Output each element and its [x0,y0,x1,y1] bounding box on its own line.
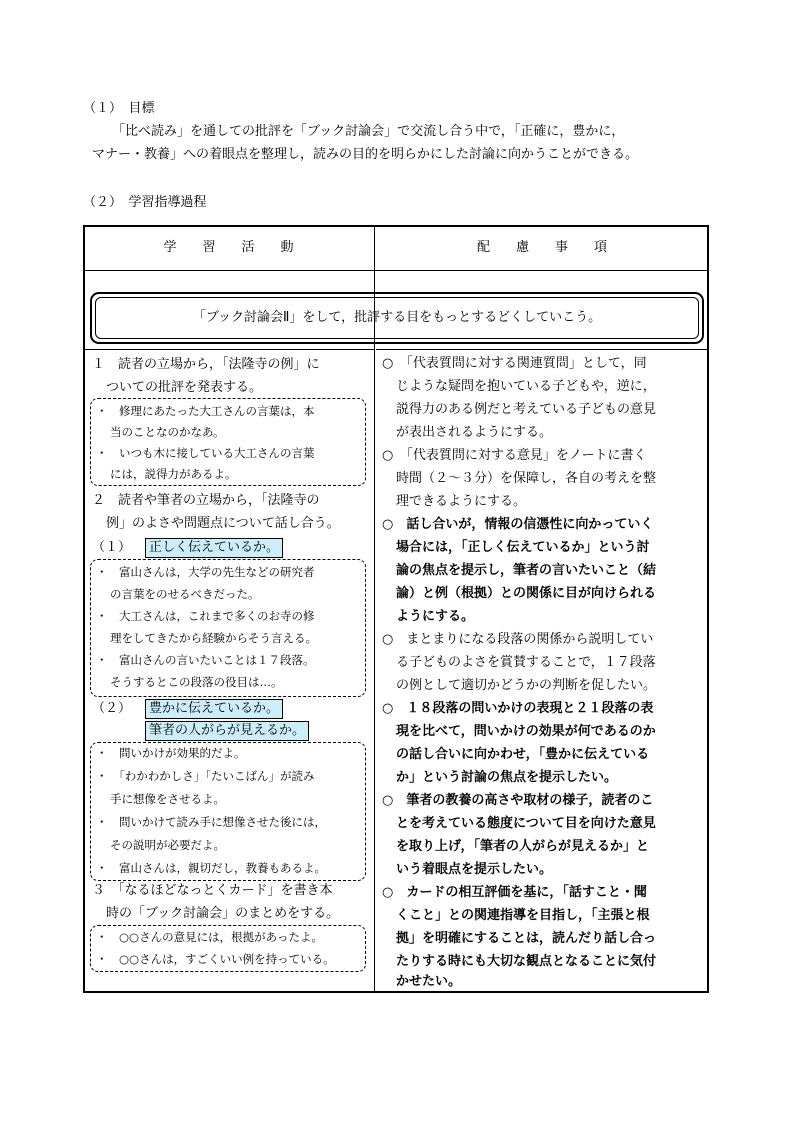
consideration-bold-line: 拠」を明確にすることは，読んだり話し合っ [396,931,657,946]
consideration-line: の例として適切かどうかの判断を促したい。 [396,678,657,693]
box2-line: ・ 富山さんは，大学の先生などの研究者 [96,565,315,579]
consideration-line: ○ 「代表質問に対する意見」をノートに書く [382,448,647,463]
header-divider [83,270,709,271]
box2-line: そうするとこの段落の役目は…。 [110,675,283,689]
box2-line: ・ 大工さんは，これまで多くのお寺の修 [96,609,315,623]
consideration-bold-line: を取り上げ，「筆者の人がらが見えるか」と [396,839,649,854]
activity-2-line2: 例」のよさや問題点について話し合う。 [106,516,340,531]
consideration-bold-line: 論）と例（根拠）との関係に目が向けられる [396,586,657,601]
focus-highlight-richness: 豊かに伝えているか。 [145,699,283,719]
box1-line: ・ いつも木に接している大工さんの言葉 [96,446,315,460]
goal-text-line2: マナー・教養」への着眼点を整理し，読みの目的を明らかにした討論に向かうことができる。 [92,147,639,162]
goal-heading: （１） 目標 [83,101,155,116]
box3-line: ・ 問いかけて読み手に想像させた後には， [96,815,326,829]
focus-highlight-accuracy: 正しく伝えているか。 [145,538,283,558]
box3-line: 手に想像をさせるよ。 [110,792,225,806]
focus-highlight-personality: 筆者の人がらが見えるか。 [145,721,309,741]
box1-line: 当のことなのかなあ。 [110,425,225,439]
box2-line: ・ 富山さんの言いたいことは１７段落。 [96,653,315,667]
column-header-activities: 学 習 活 動 [163,240,294,255]
sub-step-1-number: （１） [92,540,132,555]
box3-line: ・ 富山さんは，親切だし，教養もあるよ。 [96,861,326,875]
sub-step-2-number: （２） [92,701,132,716]
consideration-line: が表出されるようにする。 [396,425,553,440]
activity-2-line1: ２ 読者や筆者の立場から，「法隆寺の [92,493,320,508]
consideration-bold-line: 場合には，「正しく伝えているか」という討 [396,540,650,555]
theme-banner-text: 「ブック討論会Ⅱ」をして，批評する目をもっとするどくしていこう。 [192,310,602,325]
right-row-divider [376,349,709,350]
consideration-bold-line: 現を比べて，問いかけの効果が何であるのか [396,724,656,739]
activity-1-line2: ついての批評を発表する。 [106,380,263,395]
box2-line: 理をしてきたから経験からそう言える。 [110,631,317,645]
consideration-bold-line: かせたい。 [396,974,462,989]
box3-line: ・ 問いかけが効果的だよ。 [96,746,246,760]
consideration-line: 説得力のある例だと考えている子どもの意見 [396,402,657,417]
box2-line: の言葉をのせるべきだった。 [110,587,260,601]
box1-line: ・ 修理にあたった大工さんの言葉は，本 [96,404,315,418]
box3-line: その説明が必要だよ。 [110,838,225,852]
box4-line: ・ ○○さんは，すごくいい例を持っている。 [96,952,335,966]
consideration-bold-line: ○ 話し合いが，情報の信憑性に向かっていく [382,517,654,532]
goal-text-line1: 「比べ読み」を通しての批評を「ブック討論会」で交流し合う中で，「正確に，豊かに， [112,124,625,139]
box3-line: ・ 「わかわかしさ」「たいこばん」が読み [96,769,315,783]
consideration-bold-line: 論の焦点を提示し，筆者の言いたいこと（結 [396,563,657,578]
consideration-bold-line: ○ カードの相互評価を基に，「話すこと・聞 [382,885,647,900]
activity-3-line2: 時の「ブック討論会」のまとめをする。 [106,906,340,921]
consideration-bold-line: ようにする。 [396,609,475,624]
left-row-divider [83,349,374,350]
consideration-bold-line: の話し合いに向かわせ，「豊かに伝えている [396,747,650,762]
consideration-bold-line: ○ １８段落の問いかけの表現と２１段落の表 [382,701,654,716]
consideration-bold-line: とを考えている態度について目を向けた意見 [396,816,656,831]
consideration-line: ○ 「代表質問に対する関連質問」として，同 [382,356,647,371]
consideration-bold-line: たりする時にも大切な観点となることに気付 [396,954,657,969]
activity-3-line1: ３ 「なるほどなっとくカード」を書き本 [92,883,333,898]
consideration-line: 時間（２～３分）を保障し，各自の考えを整 [396,471,657,486]
consideration-bold-line: いう着眼点を提示したい。 [396,862,553,877]
box1-line: には，説得力があるよ。 [110,467,237,481]
box4-line: ・ ○○さんの意見には，根拠があったよ。 [96,930,323,944]
consideration-bold-line: くこと」との関連指導を目指し，「主張と根 [396,908,650,923]
process-heading: （２） 学習指導過程 [83,195,207,210]
column-header-considerations: 配 慮 事 項 [476,240,607,255]
activity-1-line1: １ 読者の立場から，「法隆寺の例」に [92,357,320,372]
consideration-bold-line: ○ 筆者の教養の高さや取材の様子，読者のこ [382,793,654,808]
consideration-line: 理できるようにする。 [396,494,527,509]
consideration-line: ○ まとまりになる段落の関係から説明してい [382,632,654,647]
consideration-bold-line: か」という討論の焦点を提示したい。 [396,770,618,785]
consideration-line: じような疑問を抱いている子どもや，逆に， [396,379,656,394]
consideration-line: る子どものよさを賞賛することで，１７段落 [396,655,656,670]
